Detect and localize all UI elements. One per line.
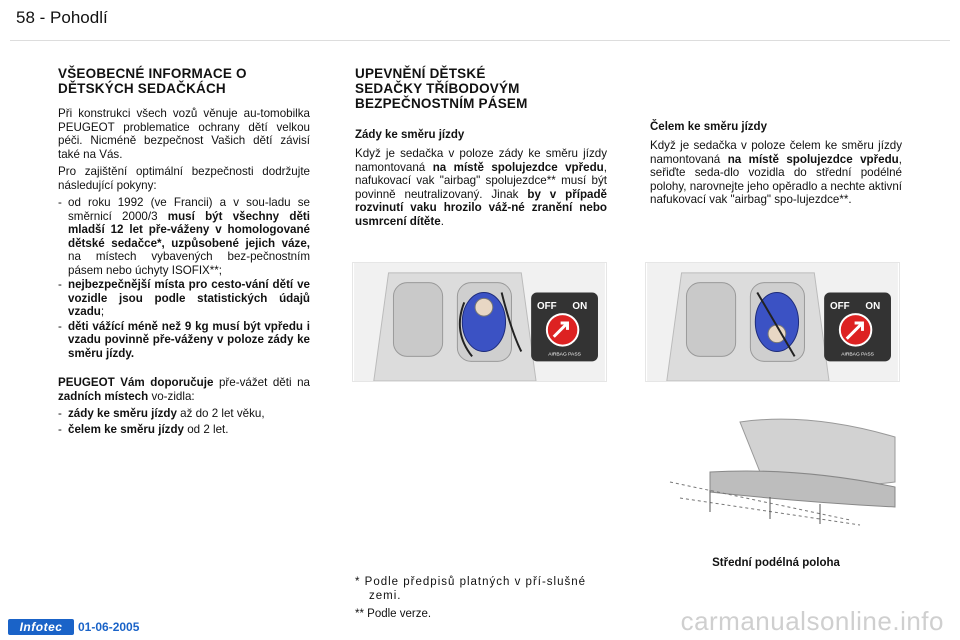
- bullet-under-9kg: - děti vážící méně než 9 kg musí být vpředu i vzadu povinně pře-váženy v poloze zády ke směru jízdy.: [58, 320, 310, 361]
- forward-facing-subheading: Čelem ke směru jízdy: [650, 121, 767, 133]
- footnote-2: ** Podle verze.: [355, 608, 432, 620]
- guidelines-paragraph: Pro zajištění optimální bezpečnosti dodržujte následující pokyny:: [58, 165, 310, 192]
- page-number: 58: [16, 8, 35, 27]
- forward-facing-paragraph: Když je sedačka v poloze čelem ke směru jízdy namontovaná na místě spolujezdce vpředu, seřiďte seda-dlo vozidla do střední podélné polohy, narovnejte jeho opěradlo a nechte aktivní nafukovací vak "airbag" spo-lujezdce**.: [650, 139, 902, 206]
- left-column: [58, 66, 310, 436]
- svg-text:AIRBAG PASS: AIRBAG PASS: [841, 352, 874, 358]
- rear-facing-subheading: Zády ke směru jízdy: [355, 129, 465, 141]
- svg-text:AIRBAG PASS: AIRBAG PASS: [548, 352, 581, 358]
- middle-column: [355, 66, 607, 228]
- footnotes: [355, 575, 607, 621]
- airbag-switch-off-icon: [531, 293, 598, 362]
- bullet-legal: - od roku 1992 (ve Francii) a v sou-ladu se směrnicí 2000/3 musí být všechny děti mladší 12 let pře-váženy v homologované dětské sedačce*, uzpůsobené jejich váze, na místech vybavených bez-pečnostním pásem nebo úchyty ISOFIX**;: [58, 196, 310, 277]
- header-rule: [10, 40, 950, 41]
- recommendation-paragraph: PEUGEOT Vám doporučuje pře-vážet děti na zadních místech vo-zidla:: [58, 376, 310, 403]
- watermark: carmanualsonline.info: [680, 606, 944, 636]
- svg-text:ON: ON: [865, 301, 881, 313]
- section-title: Pohodlí: [50, 8, 108, 27]
- svg-text:ON: ON: [572, 301, 588, 313]
- rear-facing-seat-illustration: [352, 262, 607, 382]
- svg-text:OFF: OFF: [537, 301, 557, 313]
- driver-seat-shape: [393, 283, 442, 357]
- bullet-safest-seats: - nejbezpečnější místa pro cesto-vání dětí ve vozidle jsou podle statistických údajů vzadu;: [58, 278, 310, 319]
- seat-rail-position-illustration: [650, 412, 900, 527]
- page-header: [16, 8, 108, 28]
- left-heading: VŠEOBECNÉ INFORMACE O DĚTSKÝCH SEDAČKÁCH: [58, 66, 247, 96]
- header-separator: -: [34, 8, 51, 27]
- rear-facing-paragraph: Když je sedačka v poloze zády ke směru jízdy namontovaná na místě spolujezdce vpředu, nafukovací vak "airbag" spolujezdce** musí být povinně neutralizovaný. Jinak by v případě rozvinutí vaku hrozilo váž-né zranění nebo usmrcení dítěte.: [355, 147, 607, 228]
- airbag-switch-on-icon: [824, 293, 891, 362]
- seat-position-caption: Střední podélná poloha: [712, 557, 840, 569]
- middle-heading: UPEVNĚNÍ DĚTSKÉ SEDAČKY TŘÍBODOVÝM BEZPEČNOSTNÍM PÁSEM: [355, 66, 528, 111]
- bullet-forward-facing: - čelem ke směru jízdy od 2 let.: [58, 423, 310, 437]
- right-column: [650, 121, 902, 207]
- infotec-logo: Infotec: [8, 619, 74, 635]
- intro-paragraph: Při konstrukci všech vozů věnuje au-tomobilka PEUGEOT problematice ochrany dětí velkou péči. Nicméně bezpečnost Vašich dětí závisí také na Vás.: [58, 107, 310, 161]
- footnote-1: * Podle předpisů platných v pří-slušné zemi.: [355, 576, 587, 602]
- forward-facing-seat-illustration: [645, 262, 900, 382]
- footer-date: 01-06-2005: [78, 620, 140, 634]
- bullet-rear-facing: - zády ke směru jízdy až do 2 let věku,: [58, 407, 310, 421]
- svg-text:OFF: OFF: [830, 301, 850, 313]
